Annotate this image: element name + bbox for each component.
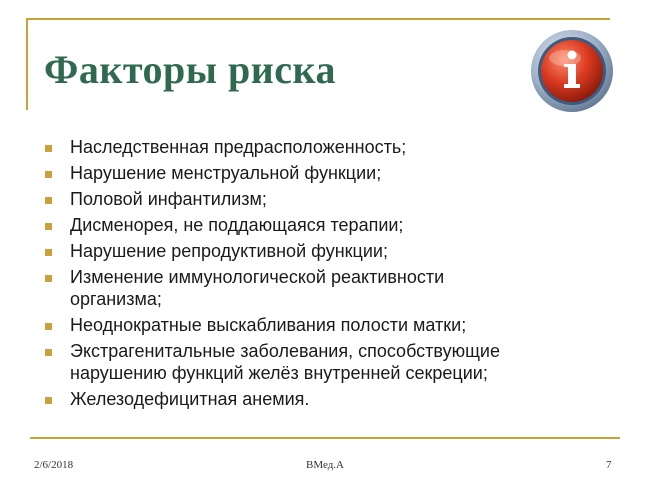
- info-icon: [529, 28, 615, 114]
- left-divider: [26, 18, 28, 110]
- bottom-divider: [30, 437, 620, 439]
- square-bullet-icon: [45, 397, 52, 404]
- bullet-text-line: Нарушение менструальной функции;: [70, 163, 382, 183]
- bullet-text-line: Изменение иммунологической реактивности: [70, 267, 445, 287]
- square-bullet-icon: [45, 275, 52, 282]
- bullet-item: [44, 340, 634, 384]
- bullet-text-line: организма;: [70, 289, 162, 309]
- bullet-list: [44, 136, 634, 414]
- bullet-item: [44, 188, 634, 210]
- square-bullet-icon: [45, 323, 52, 330]
- square-bullet-icon: [45, 145, 52, 152]
- square-bullet-icon: [45, 349, 52, 356]
- footer-date: 2/6/2018: [34, 459, 74, 471]
- slide-title: Факторы риска: [44, 47, 336, 92]
- bullet-text-line: Нарушение репродуктивной функции;: [70, 241, 388, 261]
- bullet-text-line: Дисменорея, не поддающаяся терапии;: [70, 215, 404, 235]
- bullet-text-line: Наследственная предрасположенность;: [70, 137, 407, 157]
- bullet-item: [44, 266, 634, 310]
- bullet-text-line: Половой инфантилизм;: [70, 189, 267, 209]
- bullet-item: [44, 136, 634, 158]
- square-bullet-icon: [45, 249, 52, 256]
- bullet-text-line: Экстрагенитальные заболевания, способствующие: [70, 341, 500, 361]
- bullet-item: [44, 314, 634, 336]
- bullet-text-line: Неоднократные выскабливания полости матки;: [70, 315, 467, 335]
- square-bullet-icon: [45, 197, 52, 204]
- bullet-text-line: нарушению функций желёз внутренней секреции;: [70, 363, 488, 383]
- footer-author: ВМед.А: [306, 459, 345, 471]
- bullet-item: [44, 240, 634, 262]
- bullet-item: [44, 162, 634, 184]
- square-bullet-icon: [45, 223, 52, 230]
- bullet-item: [44, 388, 634, 410]
- top-divider: [26, 18, 610, 20]
- bullet-item: [44, 214, 634, 236]
- bullet-text-line: Железодефицитная анемия.: [70, 389, 310, 409]
- square-bullet-icon: [45, 171, 52, 178]
- footer-page-number: 7: [606, 459, 612, 471]
